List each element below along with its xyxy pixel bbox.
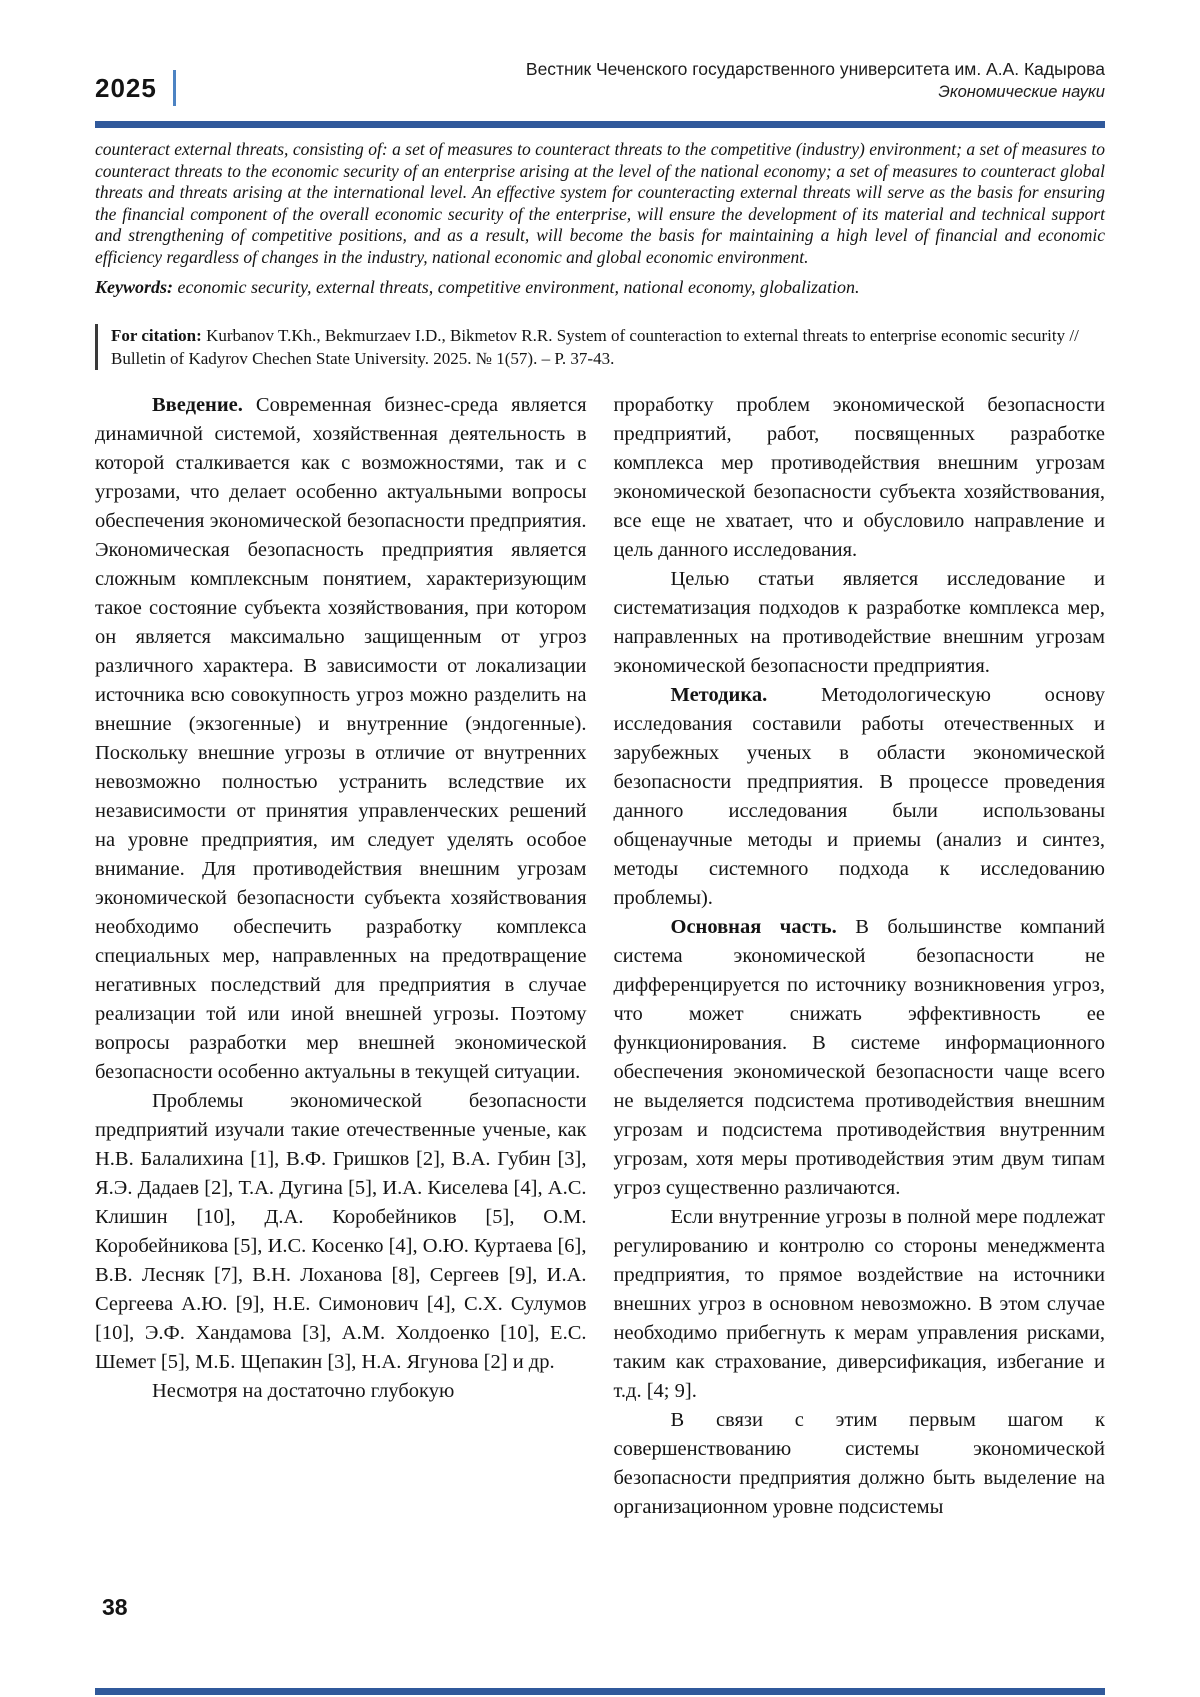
year-block xyxy=(95,58,176,106)
journal-heading xyxy=(526,58,1105,102)
journal-subtitle: Экономические науки xyxy=(938,83,1105,101)
citation-text: Kurbanov T.Kh., Bekmurzaev I.D., Bikmetov R.R. System of counteraction to external threats to enterprise economic security // Bulletin of Kadyrov Chechen State University. 2025. № 1(57). – P. 37-43. xyxy=(111,326,1079,368)
paragraph: В связи с этим первым шагом к совершенствованию системы экономической безопасности предприятия должно быть выделение на организационном уровне подсистемы xyxy=(613,1409,1105,1518)
paragraph: Основная часть. В большинстве компаний система экономической безопасности не дифференцируется по источнику возникновения угроз, что может снижать эффективность ее функционирования. В системе информационного обеспечения экономической безопасности чаще всего не выделяется подсистема противодействия внешним угрозам и подсистема противодействия внутренним угрозам, хотя меры противодействия этим двум типам угроз существенно различаются. xyxy=(613,916,1106,1199)
paragraph: проработку проблем экономической безопасности предприятий, работ, посвященных разработке комплекса мер противодействия внешним угрозам экономической безопасности субъекта хозяйствования, все еще не хватает, что и обусловило направление и цель данного исследования. xyxy=(613,394,1105,561)
paragraph: Проблемы экономической безопасности предприятий изучали такие отечественные ученые, как Н.В. Балалихина [1], В.Ф. Гришков [2], В.А. Губин [3], Я.Э. Дадаев [2], Т.А. Дугина [5], И.А. Киселева [4], А.С. Клишин [10], Д.А. Коробейников [5], О.М. Коробейникова [5], И.С. Косенко [4], О.Ю. Куртаева [6], В.В. Лесняк [7], В.Н. Лоханова [8], Сергеев [9], И.А. Сергеева А.Ю. [9], Н.Е. Симонович [4], С.Х. Сулумов [10], Э.Ф. Хандамова [3], А.М. Холдоенко [10], Е.С. Шемет [5], М.Б. Щепакин [3], Н.А. Ягунова [2] и др. xyxy=(95,1090,587,1373)
section-lead: Методика. xyxy=(670,684,821,706)
left-column xyxy=(95,391,587,1522)
header-rule xyxy=(95,121,1105,128)
page-header xyxy=(95,58,1105,106)
paragraph: Методика. Методологическую основу исследования составили работы отечественных и зарубежных ученых в области экономической безопасности предприятия. В процессе проведения данного исследования были использованы общенаучные методы и приемы (анализ и синтез, методы системного подхода к исследованию проблемы). xyxy=(613,684,1105,909)
footer-rule xyxy=(95,1688,1105,1695)
keywords-text: economic security, external threats, competitive environment, national economy, globalization. xyxy=(173,277,860,297)
paragraph: Несмотря на достаточно глубокую xyxy=(152,1380,455,1402)
citation-label: For citation: xyxy=(111,326,202,345)
abstract-text: counteract external threats, consisting of: a set of measures to counteract threats to the competitive (industry) environment; a set of measures to counteract threats to the economic security of an enterprise arising at the level of the national economy; a set of measures to counteract global threats and threats arising at the international level. An effective system for counteracting external threats will serve as the basis for ensuring the financial component of the overall economic security of the enterprise, will ensure the development of its material and technical support and strengthening of competitive positions, and as a result, will become the basis for maintaining a high level of financial and economic efficiency regardless of changes in the industry, national economic and global economic environment. xyxy=(95,139,1105,267)
year-divider-line xyxy=(173,70,176,106)
article-body xyxy=(95,391,1105,1522)
section-lead: Введение. xyxy=(152,394,256,416)
paragraph: Если внутренние угрозы в полной мере подлежат регулированию и контролю со стороны менеджмента предприятия, то прямое воздействие на источники внешних угроз в основном невозможно. В этом случае необходимо прибегнуть к мерам управления рисками, таким как страхование, диверсификация, избегание и т.д. [4; 9]. xyxy=(613,1206,1105,1402)
keywords-line xyxy=(95,276,1105,298)
page-number: 38 xyxy=(102,1594,128,1620)
section-lead: Основная часть. xyxy=(670,916,856,938)
paragraph: Введение. Современная бизнес-среда является динамичной системой, хозяйственная деятельность в которой сталкивается как с возможностями, так и с угрозами, что делает особенно актуальными вопросы обеспечения экономической безопасности предприятия. Экономическая безопасность предприятия является сложным комплексным понятием, характеризующим такое состояние субъекта хозяйствования, при котором он является максимально защищенным от угроз различного характера. В зависимости от локализации источника всю совокупность угроз можно разделить на внешние (экзогенные) и внутренние (эндогенные). Поскольку внешние угрозы в отличие от внутренних невозможно полностью устранить вследствие их независимости от принятия управленческих решений на уровне предприятия, им следует уделять особое внимание. Для противодействия внешним угрозам экономической безопасности субъекта хозяйствования необходимо обеспечить разработку комплекса специальных мер, направленных на предотвращение негативных последствий для предприятия в случае реализации той или иной внешней угрозы. Поэтому вопросы разработки мер внешней экономической безопасности особенно актуальны в текущей ситуации. xyxy=(95,394,587,1083)
keywords-label: Keywords: xyxy=(95,277,173,297)
right-column xyxy=(614,391,1106,1522)
year-label: 2025 xyxy=(95,72,157,103)
journal-title: Вестник Чеченского государственного университета им. А.А. Кадырова xyxy=(525,59,1105,79)
citation-block xyxy=(95,324,1105,370)
paragraph: Целью статьи является исследование и систематизация подходов к разработке комплекса мер, направленных на противодействие внешним угрозам экономической безопасности предприятия. xyxy=(613,568,1105,677)
